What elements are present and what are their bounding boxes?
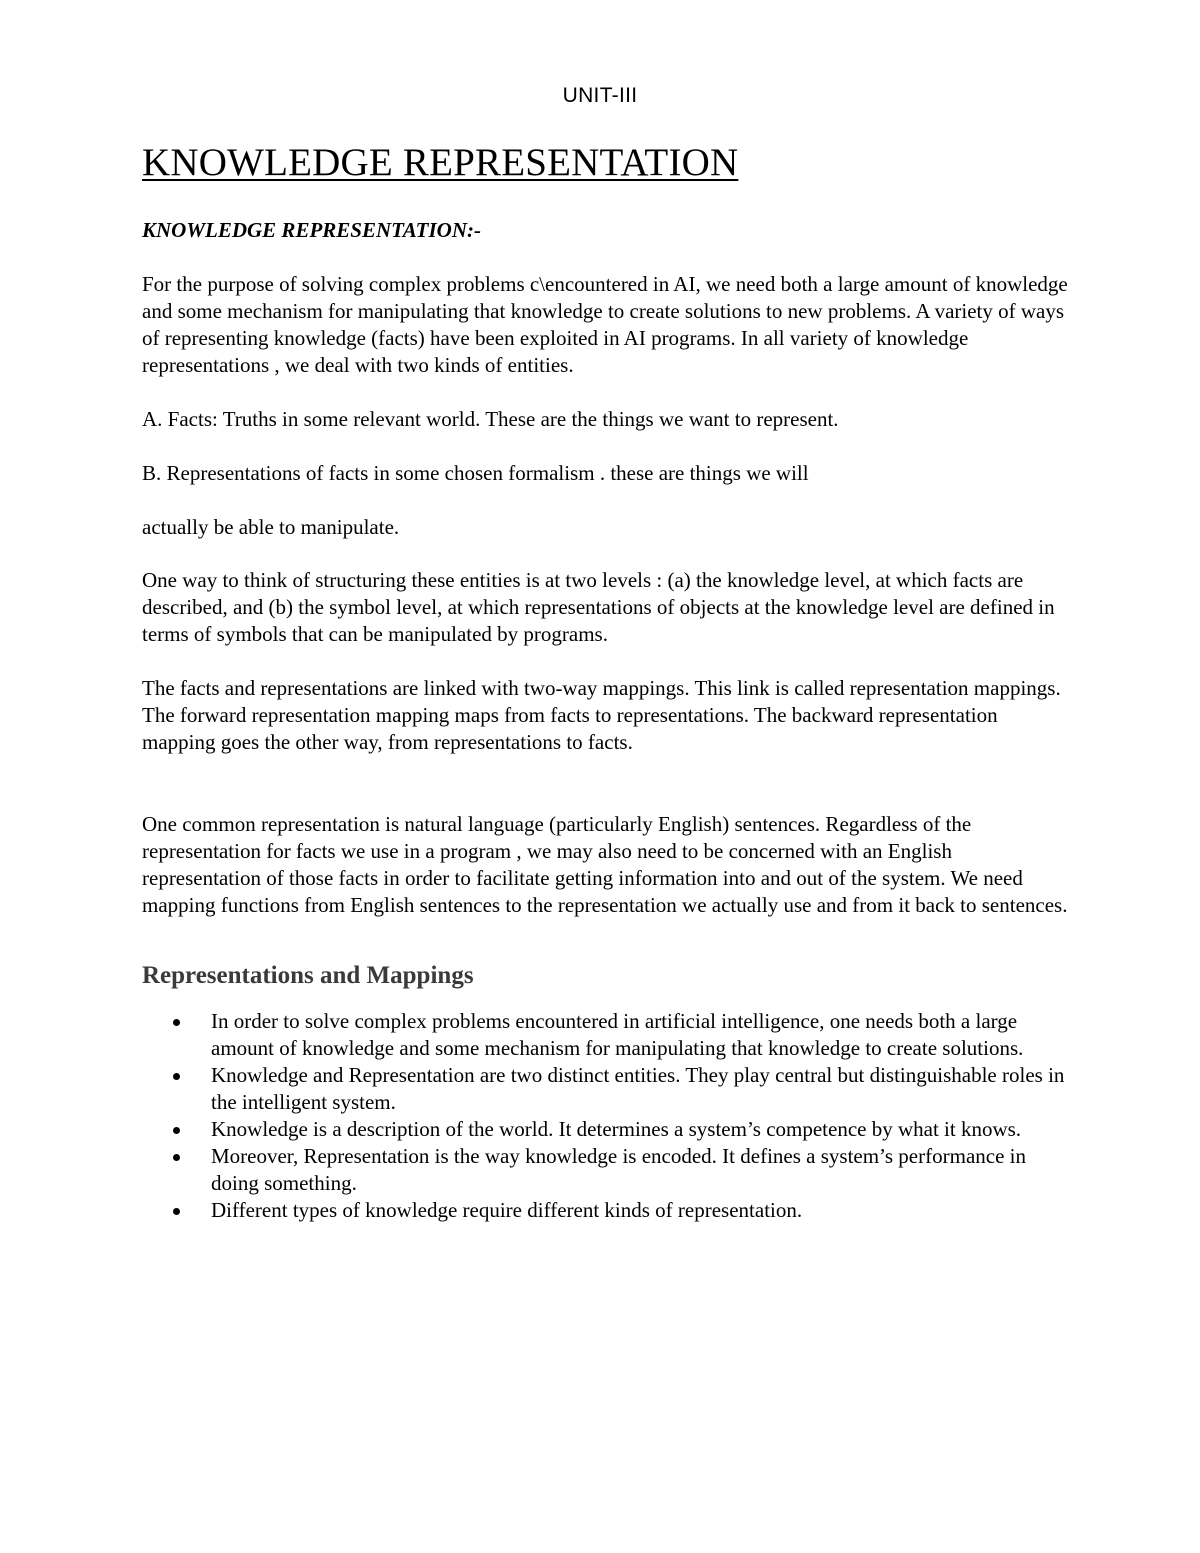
- list-item-text: Different types of knowledge require different kinds of representation.: [211, 1198, 803, 1222]
- list-item-text: Knowledge and Representation are two distinct entities. They play central but distinguishable roles in the intelligent system.: [211, 1063, 1065, 1114]
- bullet-icon: [173, 1019, 180, 1026]
- natural-language-paragraph: One common representation is natural language (particularly English) sentences. Regardless of the representation for facts we use in a program , we may also need to be concerned with an English representation of those facts in order to facilitate getting information into and out of the system. We need mapping functions from English sentences to the representation we actually use and from it back to sentences.: [142, 812, 1068, 917]
- list-item-text: Moreover, Representation is the way knowledge is encoded. It defines a system’s performance in doing something.: [211, 1144, 1026, 1195]
- list-item: [142, 1197, 1072, 1224]
- list-item-text: Knowledge is a description of the world. It determines a system’s competence by what it knows.: [211, 1117, 1022, 1141]
- levels-paragraph: One way to think of structuring these entities is at two levels : (a) the knowledge level, at which facts are described, and (b) the symbol level, at which representations of objects at the knowledge level are defined in terms of symbols that can be manipulated by programs.: [142, 568, 1055, 646]
- page-title: KNOWLEDGE REPRESENTATION: [142, 141, 739, 184]
- list-item: [142, 1116, 1072, 1143]
- representations-paragraph: B. Representations of facts in some chosen formalism . these are things we will: [142, 461, 809, 485]
- bullet-icon: [173, 1127, 180, 1134]
- section-subtitle: KNOWLEDGE REPRESENTATION:-: [142, 218, 481, 242]
- list-item: [142, 1143, 1072, 1197]
- facts-paragraph: A. Facts: Truths in some relevant world. These are the things we want to represent.: [142, 407, 839, 431]
- unit-label: UNIT-III: [562, 84, 638, 107]
- bullet-icon: [173, 1073, 180, 1080]
- bullet-icon: [173, 1208, 180, 1215]
- list-item: [142, 1062, 1072, 1116]
- bullet-list: [142, 1008, 1072, 1224]
- intro-paragraph: For the purpose of solving complex problems c\encountered in AI, we need both a large amount of knowledge and some mechanism for manipulating that knowledge to create solutions to new problems. A variety of ways of representing knowledge (facts) have been exploited in AI programs. In all variety of knowledge representations , we deal with two kinds of entities.: [142, 272, 1068, 377]
- list-item-text: In order to solve complex problems encountered in artificial intelligence, one needs both a large amount of knowledge and some mechanism for manipulating that knowledge to create solutions.: [211, 1009, 1024, 1060]
- section-heading: Representations and Mappings: [142, 962, 474, 989]
- mappings-paragraph: The facts and representations are linked with two-way mappings. This link is called representation mappings. The forward representation mapping maps from facts to representations. The backward representation mapping goes the other way, from representations to facts.: [142, 676, 1061, 754]
- bullet-icon: [173, 1154, 180, 1161]
- manipulate-paragraph: actually be able to manipulate.: [142, 515, 400, 539]
- list-item: [142, 1008, 1072, 1062]
